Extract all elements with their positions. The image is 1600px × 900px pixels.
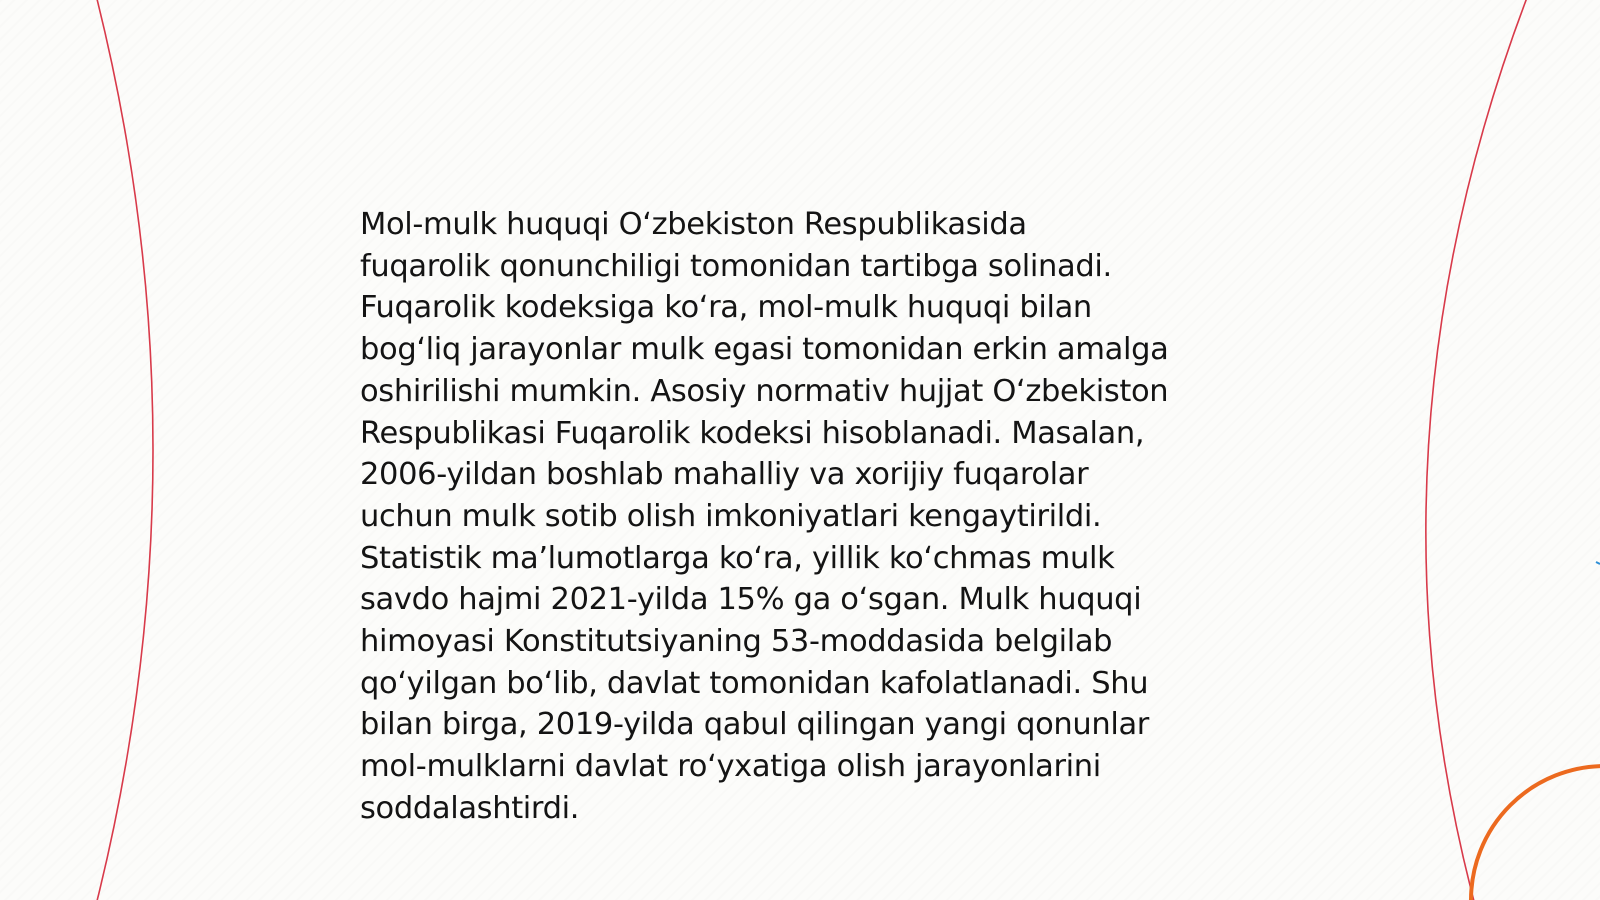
body-paragraph (360, 204, 1260, 830)
body-line: soddalashtirdi. (360, 790, 580, 826)
body-line: Respublikasi Fuqarolik kodeksi hisoblanadi. Masalan, (360, 415, 1145, 451)
left-arc-decoration (96, 0, 153, 900)
right-arc-decoration (1426, 0, 1528, 900)
body-line: bog‘liq jarayonlar mulk egasi tomonidan erkin amalga (360, 332, 1169, 368)
body-line: mol-mulklarni davlat ro‘yxatiga olish jarayonlarini (360, 749, 1101, 785)
body-line: Fuqarolik kodeksiga ko‘ra, mol-mulk huquqi bilan (360, 290, 1092, 326)
body-line: fuqarolik qonunchiligi tomonidan tartibga solinadi. (360, 248, 1112, 284)
body-line: uchun mulk sotib olish imkoniyatlari kengaytirildi. (360, 498, 1102, 534)
body-line: Statistik ma’lumotlarga ko‘ra, yillik ko‘chmas mulk (360, 540, 1115, 576)
body-line: qo‘yilgan bo‘lib, davlat tomonidan kafolatlanadi. Shu (360, 665, 1149, 701)
orange-circle-decoration (1471, 766, 1600, 900)
body-line: savdo hajmi 2021-yilda 15% ga o‘sgan. Mulk huquqi (360, 582, 1142, 618)
body-line: Mol-mulk huquqi O‘zbekiston Respublikasida (360, 207, 1027, 242)
body-line: 2006-yildan boshlab mahalliy va xorijiy fuqarolar (360, 457, 1089, 493)
body-line: bilan birga, 2019-yilda qabul qilingan yangi qonunlar (360, 707, 1150, 743)
body-line: oshirilishi mumkin. Asosiy normativ hujjat O‘zbekiston (360, 373, 1169, 409)
body-line: himoyasi Konstitutsiyaning 53-moddasida belgilab (360, 624, 1113, 660)
blue-tick-decoration (1596, 562, 1600, 564)
